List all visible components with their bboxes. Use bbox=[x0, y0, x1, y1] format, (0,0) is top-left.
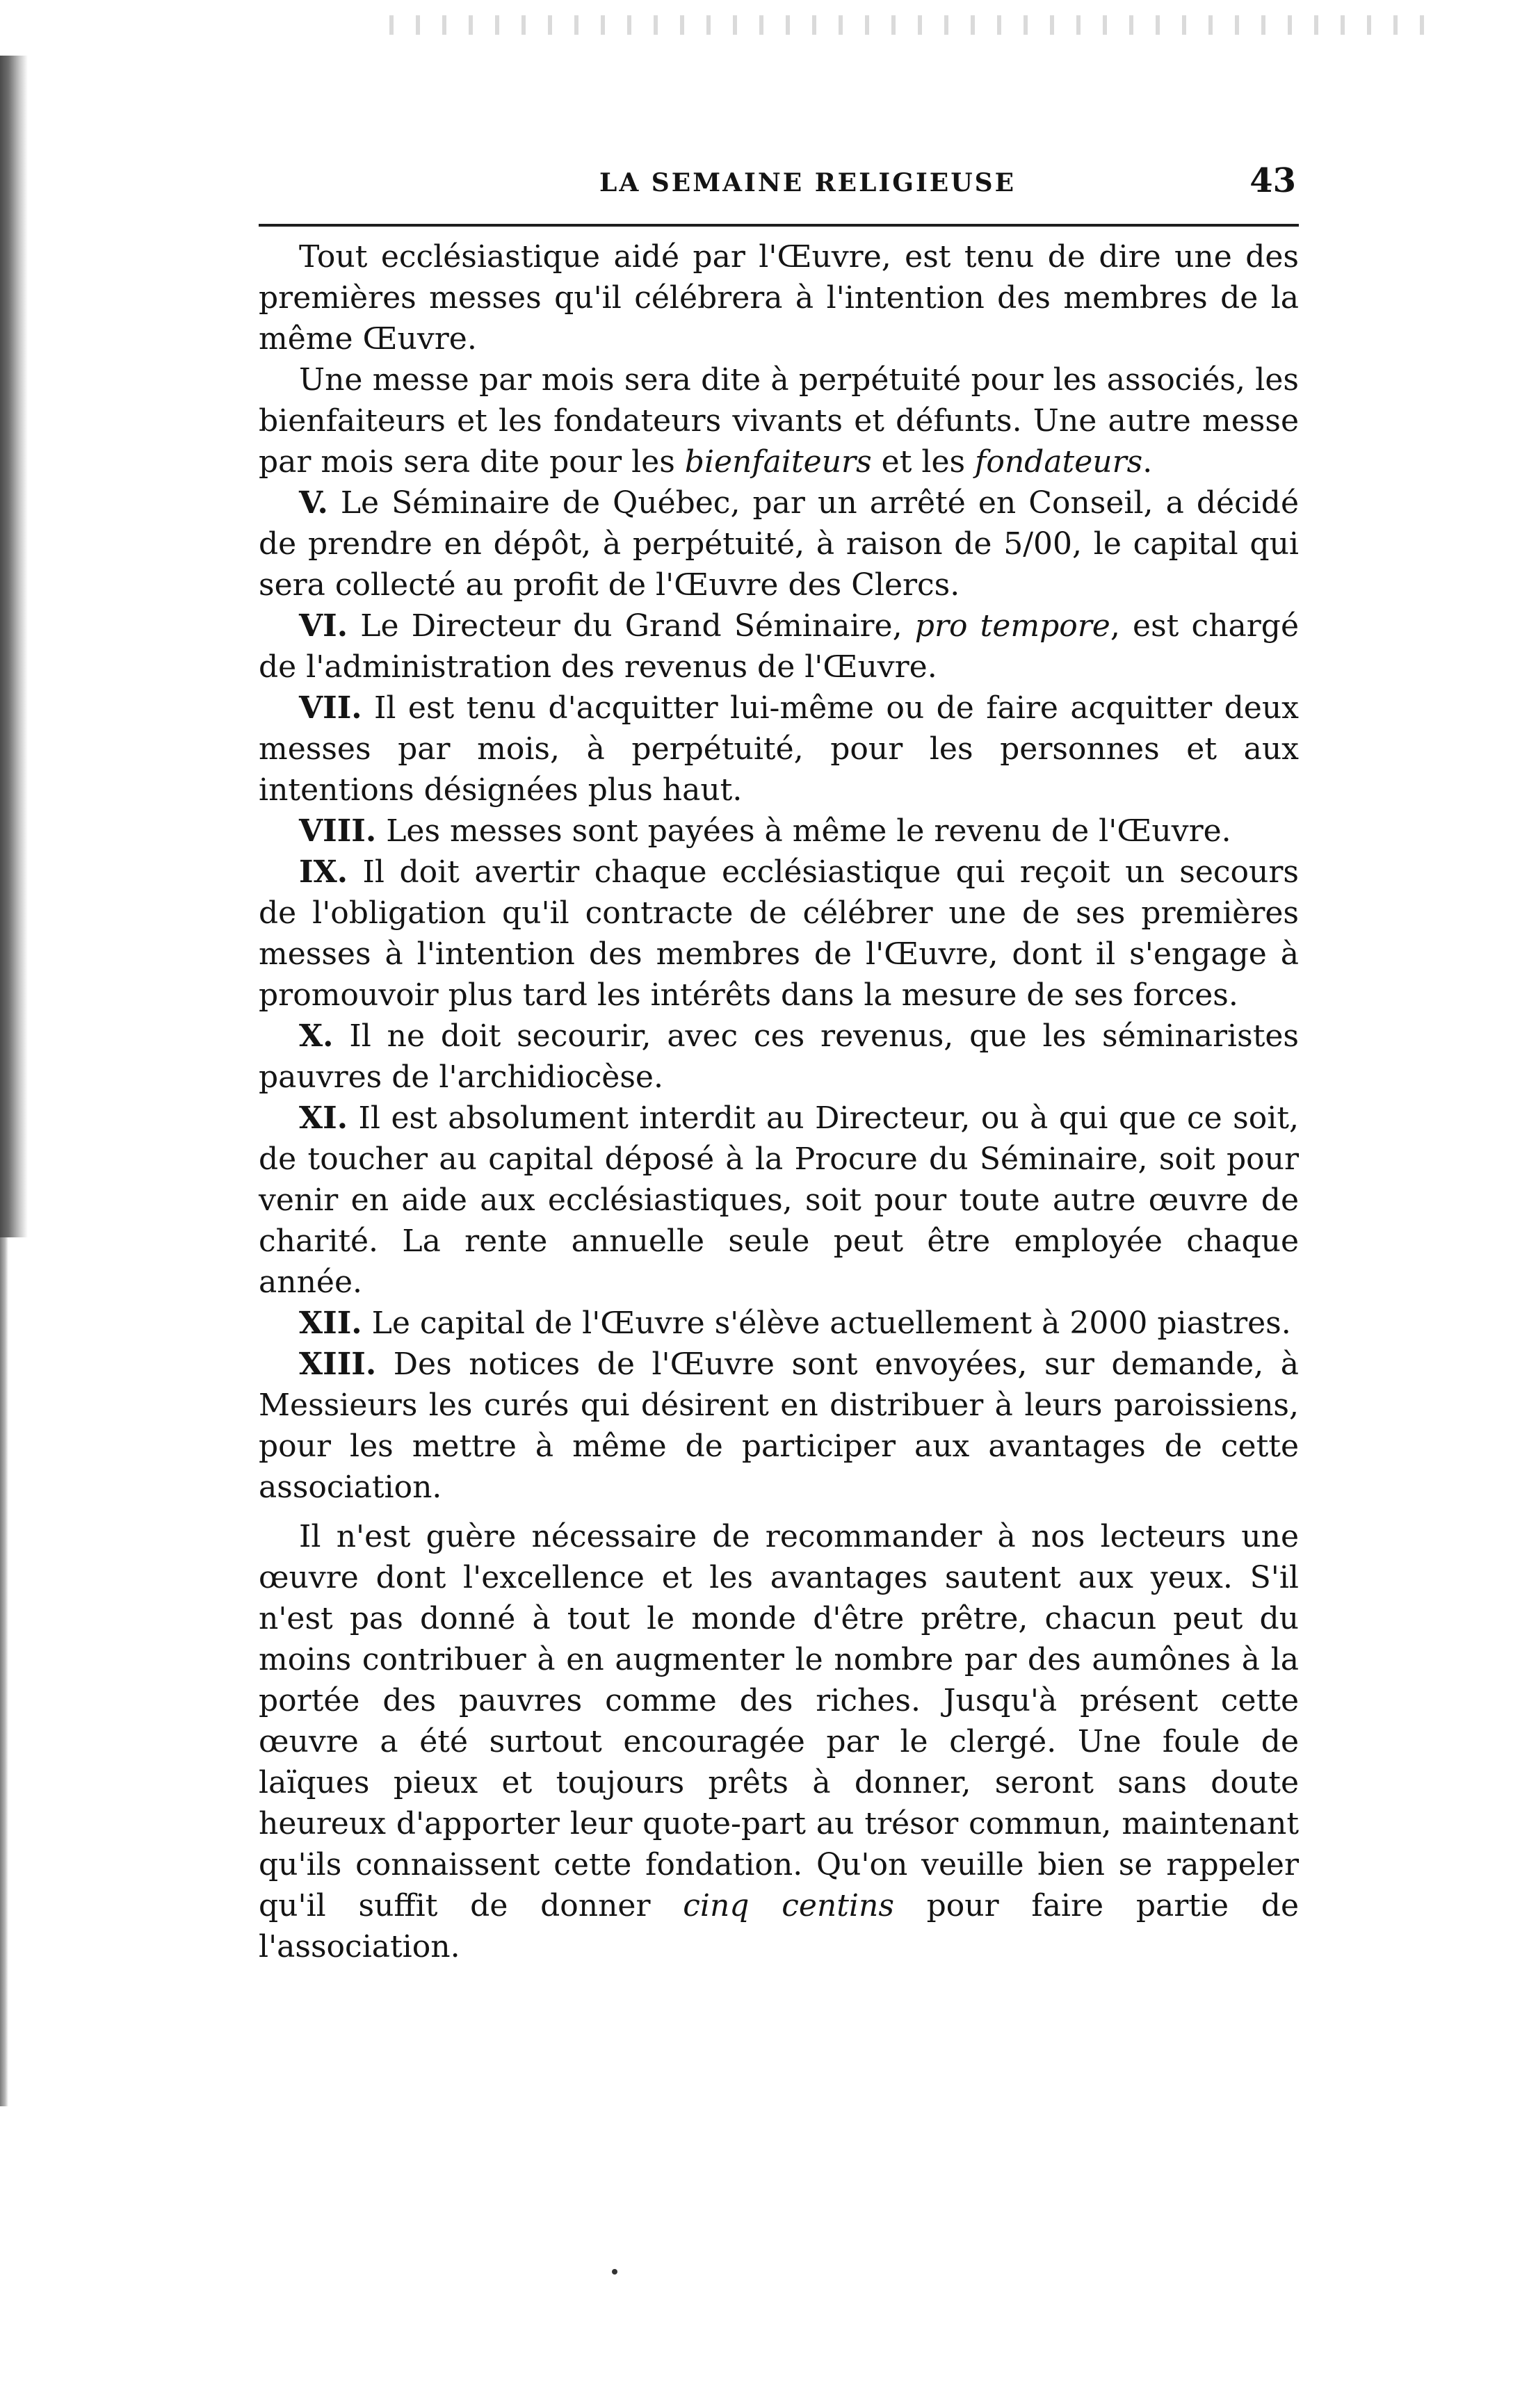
page-number: 43 bbox=[1249, 161, 1296, 200]
article-vi: VI. Le Directeur du Grand Séminaire, pro tempore, est chargé de l'administration des revenus de l'Œuvre. bbox=[259, 608, 1300, 685]
paragraph-masses: Une messe par mois sera dite à perpétuité pour les associés, les bienfaiteurs et les fondateurs vivants et défunts. Une autre messe par mois sera dite pour les bienfaiteurs et les fondateurs. bbox=[259, 362, 1299, 480]
article-v: V. Le Séminaire de Québec, par un arrêté en Conseil, a décidé de prendre en dépôt, à perpétuité, à raison de 5/00, le capital qui sera collecté au profit de l'Œuvre des Clercs. bbox=[259, 485, 1299, 603]
running-head bbox=[259, 158, 1302, 207]
scan-binding-edge bbox=[0, 56, 28, 1237]
article-xi: XI. Il est absolument interdit au Directeur, ou à qui que ce soit, de toucher au capital déposé à la Procure du Séminaire, soit pour venir en aide aux ecclésiastiques, soit pour toute autre œuvre de charité. La rente annuelle seule peut être employée chaque année. bbox=[259, 1100, 1299, 1300]
article-numeral: IX. bbox=[299, 854, 348, 890]
running-title: LA SEMAINE RELIGIEUSE bbox=[599, 168, 1017, 197]
article-x: X. Il ne doit secourir, avec ces revenus, que les séminaristes pauvres de l'archidiocèse. bbox=[259, 1018, 1299, 1095]
article-numeral: V. bbox=[299, 485, 328, 521]
article-numeral: XI. bbox=[299, 1100, 348, 1136]
article-body bbox=[259, 236, 1299, 1967]
article-numeral: VI. bbox=[299, 608, 348, 644]
scan-binding-edge-lower bbox=[0, 1237, 8, 2106]
header-rule bbox=[259, 224, 1299, 227]
article-numeral: X. bbox=[299, 1018, 334, 1054]
article-ix: IX. Il doit avertir chaque ecclésiastique qui reçoit un secours de l'obligation qu'il contracte de célébrer une de ses premières messes à l'intention des membres de l'Œuvre, dont il s'engage à promouvoir plus tard les intérêts dans la mesure de ses forces. bbox=[259, 854, 1299, 1013]
article-numeral: XIII. bbox=[299, 1347, 377, 1382]
scan-top-noise bbox=[389, 15, 1432, 35]
article-xii: XII. Le capital de l'Œuvre s'élève actuellement à 2000 piastres. bbox=[299, 1305, 1291, 1341]
paragraph-intro: Tout ecclésiastique aidé par l'Œuvre, est tenu de dire une des premières messes qu'il célébrera à l'intention des membres de la même Œuvre. bbox=[259, 239, 1299, 357]
article-viii: VIII. Les messes sont payées à même le revenu de l'Œuvre. bbox=[299, 813, 1231, 849]
article-xiii: XIII. Des notices de l'Œuvre sont envoyées, sur demande, à Messieurs les curés qui désirent en distribuer à leurs paroissiens, pour les mettre à même de participer aux avantages de cette association. bbox=[259, 1347, 1299, 1505]
article-vii: VII. Il est tenu d'acquitter lui-même ou de faire acquitter deux messes par mois, à perpétuité, pour les personnes et aux intentions désignées plus haut. bbox=[259, 690, 1299, 808]
article-numeral: VII. bbox=[299, 690, 362, 726]
scan-speck bbox=[612, 2269, 617, 2275]
article-numeral: XII. bbox=[299, 1305, 362, 1341]
paragraph-closing: Il n'est guère nécessaire de recommander à nos lecteurs une œuvre dont l'excellence et les avantages sautent aux yeux. S'il n'est pas donné à tout le monde d'être prêtre, chacun peut du moins contribuer à en augmenter le nombre par des aumônes à la portée des pauvres comme des riches. Jusqu'à présent cette œuvre a été surtout encouragée par le clergé. Une foule de laïques pieux et toujours prêts à donner, seront sans doute heureux d'apporter leur quote-part au trésor commun, maintenant qu'ils connaissent cette fondation. Qu'on veuille bien se rappeler qu'il suffit de donner cinq centins pour faire partie de l'association. bbox=[259, 1519, 1299, 1964]
article-numeral: VIII. bbox=[299, 813, 377, 849]
